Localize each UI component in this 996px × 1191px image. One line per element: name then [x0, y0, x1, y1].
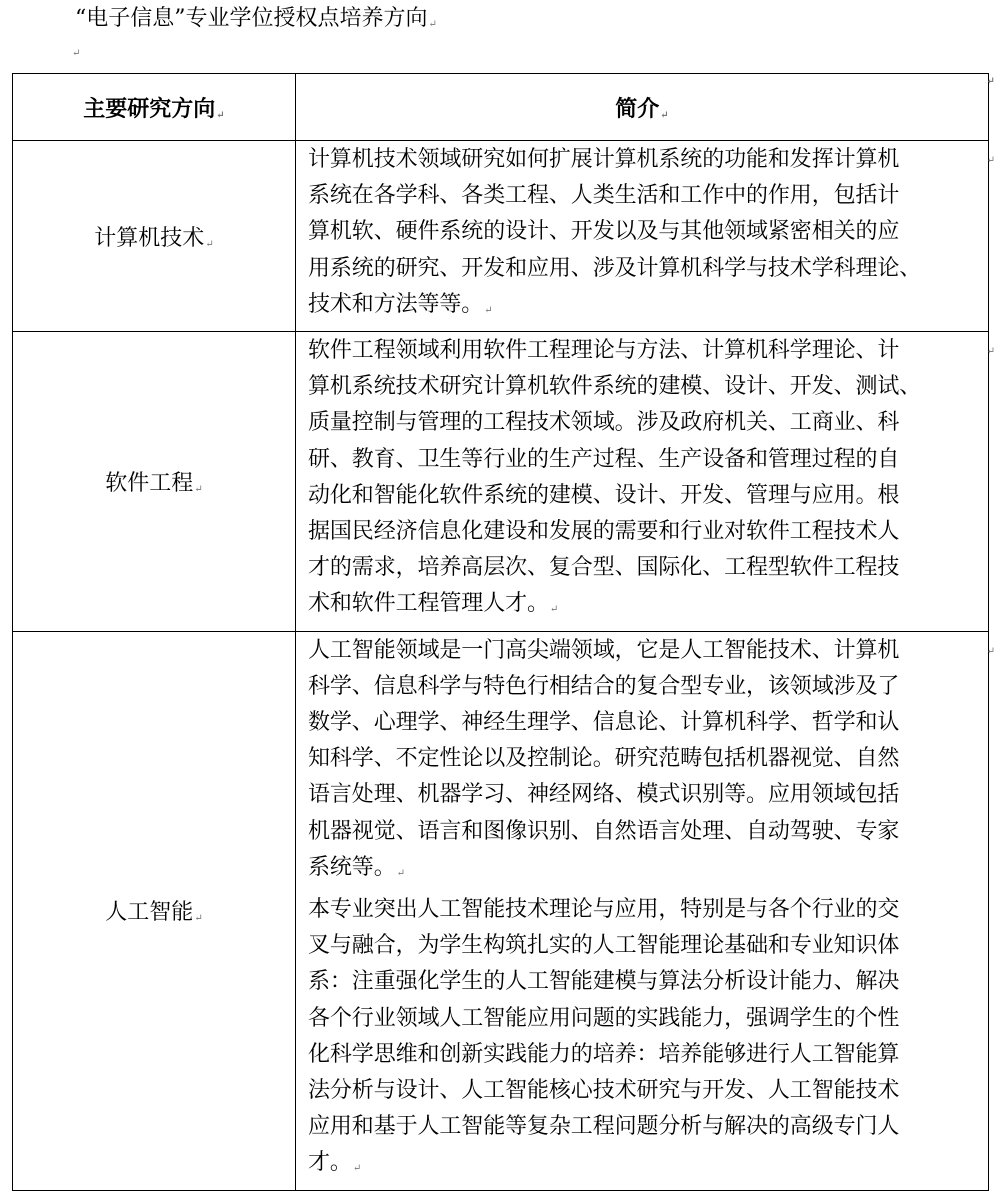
- intro-line: 叉与融合，为学生构筑扎实的人工智能理论基础和专业知识体: [308, 933, 900, 959]
- intro-line: 化科学思维和创新实践能力的培养：培养能够进行人工智能算: [308, 1041, 900, 1067]
- cell-end-mark: ↵: [986, 346, 995, 358]
- intro-line: 术和软件工程管理人才。 ↵: [308, 586, 978, 628]
- intro-line: 用系统的研究、开发和应用、涉及计算机科学与技术学科理论、: [308, 255, 922, 281]
- header-direction: [13, 74, 296, 141]
- document-title: [75, 4, 437, 40]
- table-row: [13, 332, 989, 632]
- header-intro-label: 简介 ↵: [615, 96, 668, 122]
- intro-line: 机器视觉、语言和图像识别、自然语言处理、自动驾驶、专家: [308, 818, 900, 844]
- intro-line: 据国民经济信息化建设和发展的需要和行业对软件工程技术人: [308, 519, 900, 545]
- table-header-row: [13, 74, 989, 141]
- intro-line: 系统在各学科、各类工程、人类生活和工作中的作用，包括计: [308, 183, 900, 209]
- direction-label: 软件工程 ↵: [105, 471, 202, 496]
- intro-line: 计算机技术领域研究如何扩展计算机系统的功能和发挥计算机: [308, 147, 900, 172]
- intro-line: 各个行业领域人工智能应用问题的实践能力，强调学生的个性: [308, 1005, 900, 1031]
- intro-line: 语言处理、机器学习、神经网络、模式识别等。应用领域包括: [308, 782, 900, 808]
- direction-label: 计算机技术 ↵: [94, 226, 213, 251]
- direction-cell: [13, 332, 296, 632]
- research-directions-table: [12, 73, 995, 1191]
- intro-line: 算机系统技术研究计算机软件系统的建模、设计、开发、测试、: [308, 374, 922, 400]
- intro-line: 软件工程领域利用软件工程理论与方法、计算机科学理论、计: [308, 338, 900, 364]
- intro-line: 本专业突出人工智能技术理论与应用，特别是与各个行业的交: [308, 897, 900, 923]
- intro-line: 应用和基于人工智能等复杂工程问题分析与解决的高级专门人: [308, 1114, 900, 1140]
- direction-cell: [13, 631, 296, 1190]
- intro-cell: [296, 141, 995, 332]
- table-row: [13, 631, 989, 1190]
- direction-label: 人工智能 ↵: [105, 900, 202, 925]
- header-intro: 简介 ↵ ↵: [296, 74, 989, 141]
- intro-line: 才。 ↵: [308, 1145, 978, 1187]
- header-direction-label: 主要研究方向 ↵: [83, 96, 224, 122]
- intro-line: 数学、心理学、神经生理学、信息论、计算机科学、哲学和认: [308, 710, 900, 736]
- paragraph-mark: ↵: [72, 48, 81, 59]
- intro-line: 法分析与设计、人工智能核心技术研究与开发、人工智能技术: [308, 1078, 900, 1104]
- intro-line: 科学、信息科学与特色行相结合的复合型专业，该领域涉及了: [308, 673, 900, 699]
- intro-line: 动化和智能化软件系统的建模、设计、开发、管理与应用。根: [308, 482, 900, 508]
- intro-cell: [296, 332, 995, 632]
- intro-line: 人工智能领域是一门高尖端领域，它是人工智能技术、计算机: [308, 637, 900, 663]
- table-row: [13, 141, 989, 332]
- intro-line: 知科学、不定性论以及控制论。研究范畴包括机器视觉、自然: [308, 746, 900, 772]
- intro-line: 质量控制与管理的工程技术领域。涉及政府机关、工商业、科: [308, 410, 900, 436]
- intro-line: 技术和方法等等。 ↵: [308, 287, 978, 329]
- intro-line: 系统等。 ↵: [308, 850, 978, 892]
- intro-line: 系：注重强化学生的人工智能建模与算法分析设计能力、解决: [308, 969, 900, 995]
- document-title-text: “电子信息”专业学位授权点培养方向: [75, 6, 428, 31]
- intro-cell: [296, 631, 995, 1190]
- cell-end-mark: ↵: [986, 155, 995, 166]
- intro-line: 算机软、硬件系统的设计、开发以及与其他领域紧密相关的应: [308, 219, 900, 245]
- direction-cell: [13, 141, 296, 332]
- intro-line: 才的需求，培养高层次、复合型、国际化、工程型软件工程技: [308, 555, 900, 581]
- intro-line: 研、教育、卫生等行业的生产过程、生产设备和管理过程的自: [308, 446, 900, 472]
- cell-end-mark: ↵: [986, 645, 995, 657]
